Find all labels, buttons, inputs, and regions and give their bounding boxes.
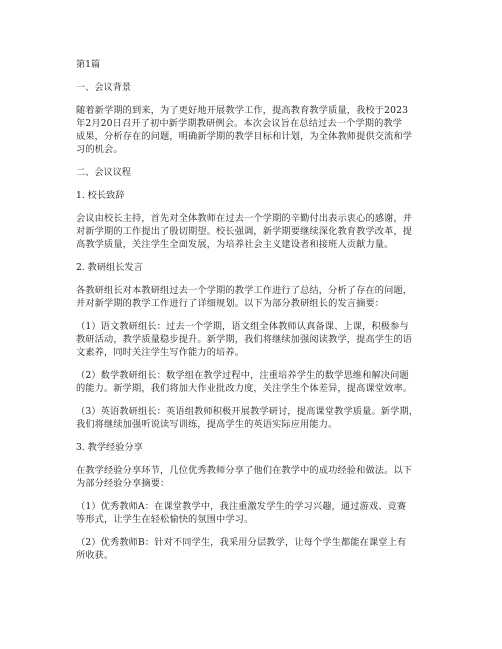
paragraph-line: 的能力。新学期，我们将加大作业批改力度，关注学生个体差异，提高课堂效率。 (76, 383, 413, 394)
paragraph-line: 对新学期的工作提出了殷切期望。校长强调，新学期要继续深化教育教学改革，提 (76, 226, 413, 237)
paragraph-line: 等形式，让学生在轻松愉快的氛围中学习。 (76, 514, 254, 525)
paragraph-background (76, 104, 432, 156)
paragraph-teacher-b (76, 536, 432, 562)
paragraph-line: 文素养，同时关注学生写作能力的培养。 (76, 347, 245, 358)
paragraph-line: （1）语文教研组长：过去一个学期，语文组全体教师认真备课、上课，积极参与 (76, 321, 409, 332)
paragraph-line: 高教学质量，关注学生全面发展，为培养社会主义建设者和接班人贡献力量。 (76, 239, 394, 250)
paragraph-line: 习的机会。 (76, 144, 123, 155)
paragraph-line: （2）数学教研组长：数学组在教学过程中，注重培养学生的数学思维和解决问题 (76, 370, 409, 381)
part-label: 第1篇 (76, 59, 101, 70)
paragraph-line: （2）优秀教师B：针对不同学生，我采用分层教学，让每个学生都能在课堂上有 (76, 537, 407, 548)
paragraph-line: 为部分经验分享摘要： (76, 478, 170, 489)
paragraph-line: （3）英语教研组长：英语组教师积极开展教学研讨，提高课堂教学质量。新学期， (76, 406, 419, 417)
paragraph-line: 随着新学期的到来，为了更好地开展教学工作，提高教育教学质量，我校于2023 (76, 105, 409, 116)
section-title-background: 一、会议背景 (76, 82, 132, 93)
section-title-agenda: 二、会议议程 (76, 167, 132, 178)
paragraph-line: 并对新学期的教学工作进行了详细规划。以下为部分教研组长的发言摘要： (76, 298, 385, 309)
paragraph-line: 年2月20日召开了初中新学期教研例会。本次会议旨在总结过去一个学期的教学 (76, 118, 403, 129)
paragraph-chinese-leader (76, 320, 432, 359)
document-page (76, 58, 432, 562)
paragraph-line: （1）优秀教师A：在课堂教学中，我注重激发学生的学习兴趣，通过游戏、竞赛 (76, 501, 407, 512)
paragraph-teacher-a (76, 500, 432, 526)
paragraph-line: 各教研组长对本教研组过去一个学期的教学工作进行了总结，分析了存在的问题， (76, 285, 413, 296)
paragraph-group-leaders (76, 284, 432, 310)
paragraph-line: 在教学经验分享环节，几位优秀教师分享了他们在教学中的成功经验和做法。以下 (76, 465, 413, 476)
agenda-item-title-experience: 3. 教学经验分享 (76, 442, 143, 453)
paragraph-line: 成果，分析存在的问题，明确新学期的教学目标和计划，为全体教师提供交流和学 (76, 131, 413, 142)
paragraph-principal (76, 212, 432, 251)
paragraph-english-leader (76, 405, 432, 431)
paragraph-math-leader (76, 369, 432, 395)
paragraph-experience (76, 464, 432, 490)
paragraph-line: 会议由校长主持，首先对全体教师在过去一个学期的辛勤付出表示衷心的感谢，并 (76, 213, 413, 224)
paragraph-line: 我们将继续加强听说读写训练，提高学生的英语实际应用能力。 (76, 419, 338, 430)
agenda-item-title-group-leaders: 2. 教研组长发言 (76, 262, 143, 273)
paragraph-line: 教研活动，教学质量稳步提升。新学期，我们将继续加强阅读教学，提高学生的语 (76, 334, 413, 345)
agenda-item-title-principal: 1. 校长致辞 (76, 190, 125, 201)
paragraph-line: 所收获。 (76, 550, 114, 561)
